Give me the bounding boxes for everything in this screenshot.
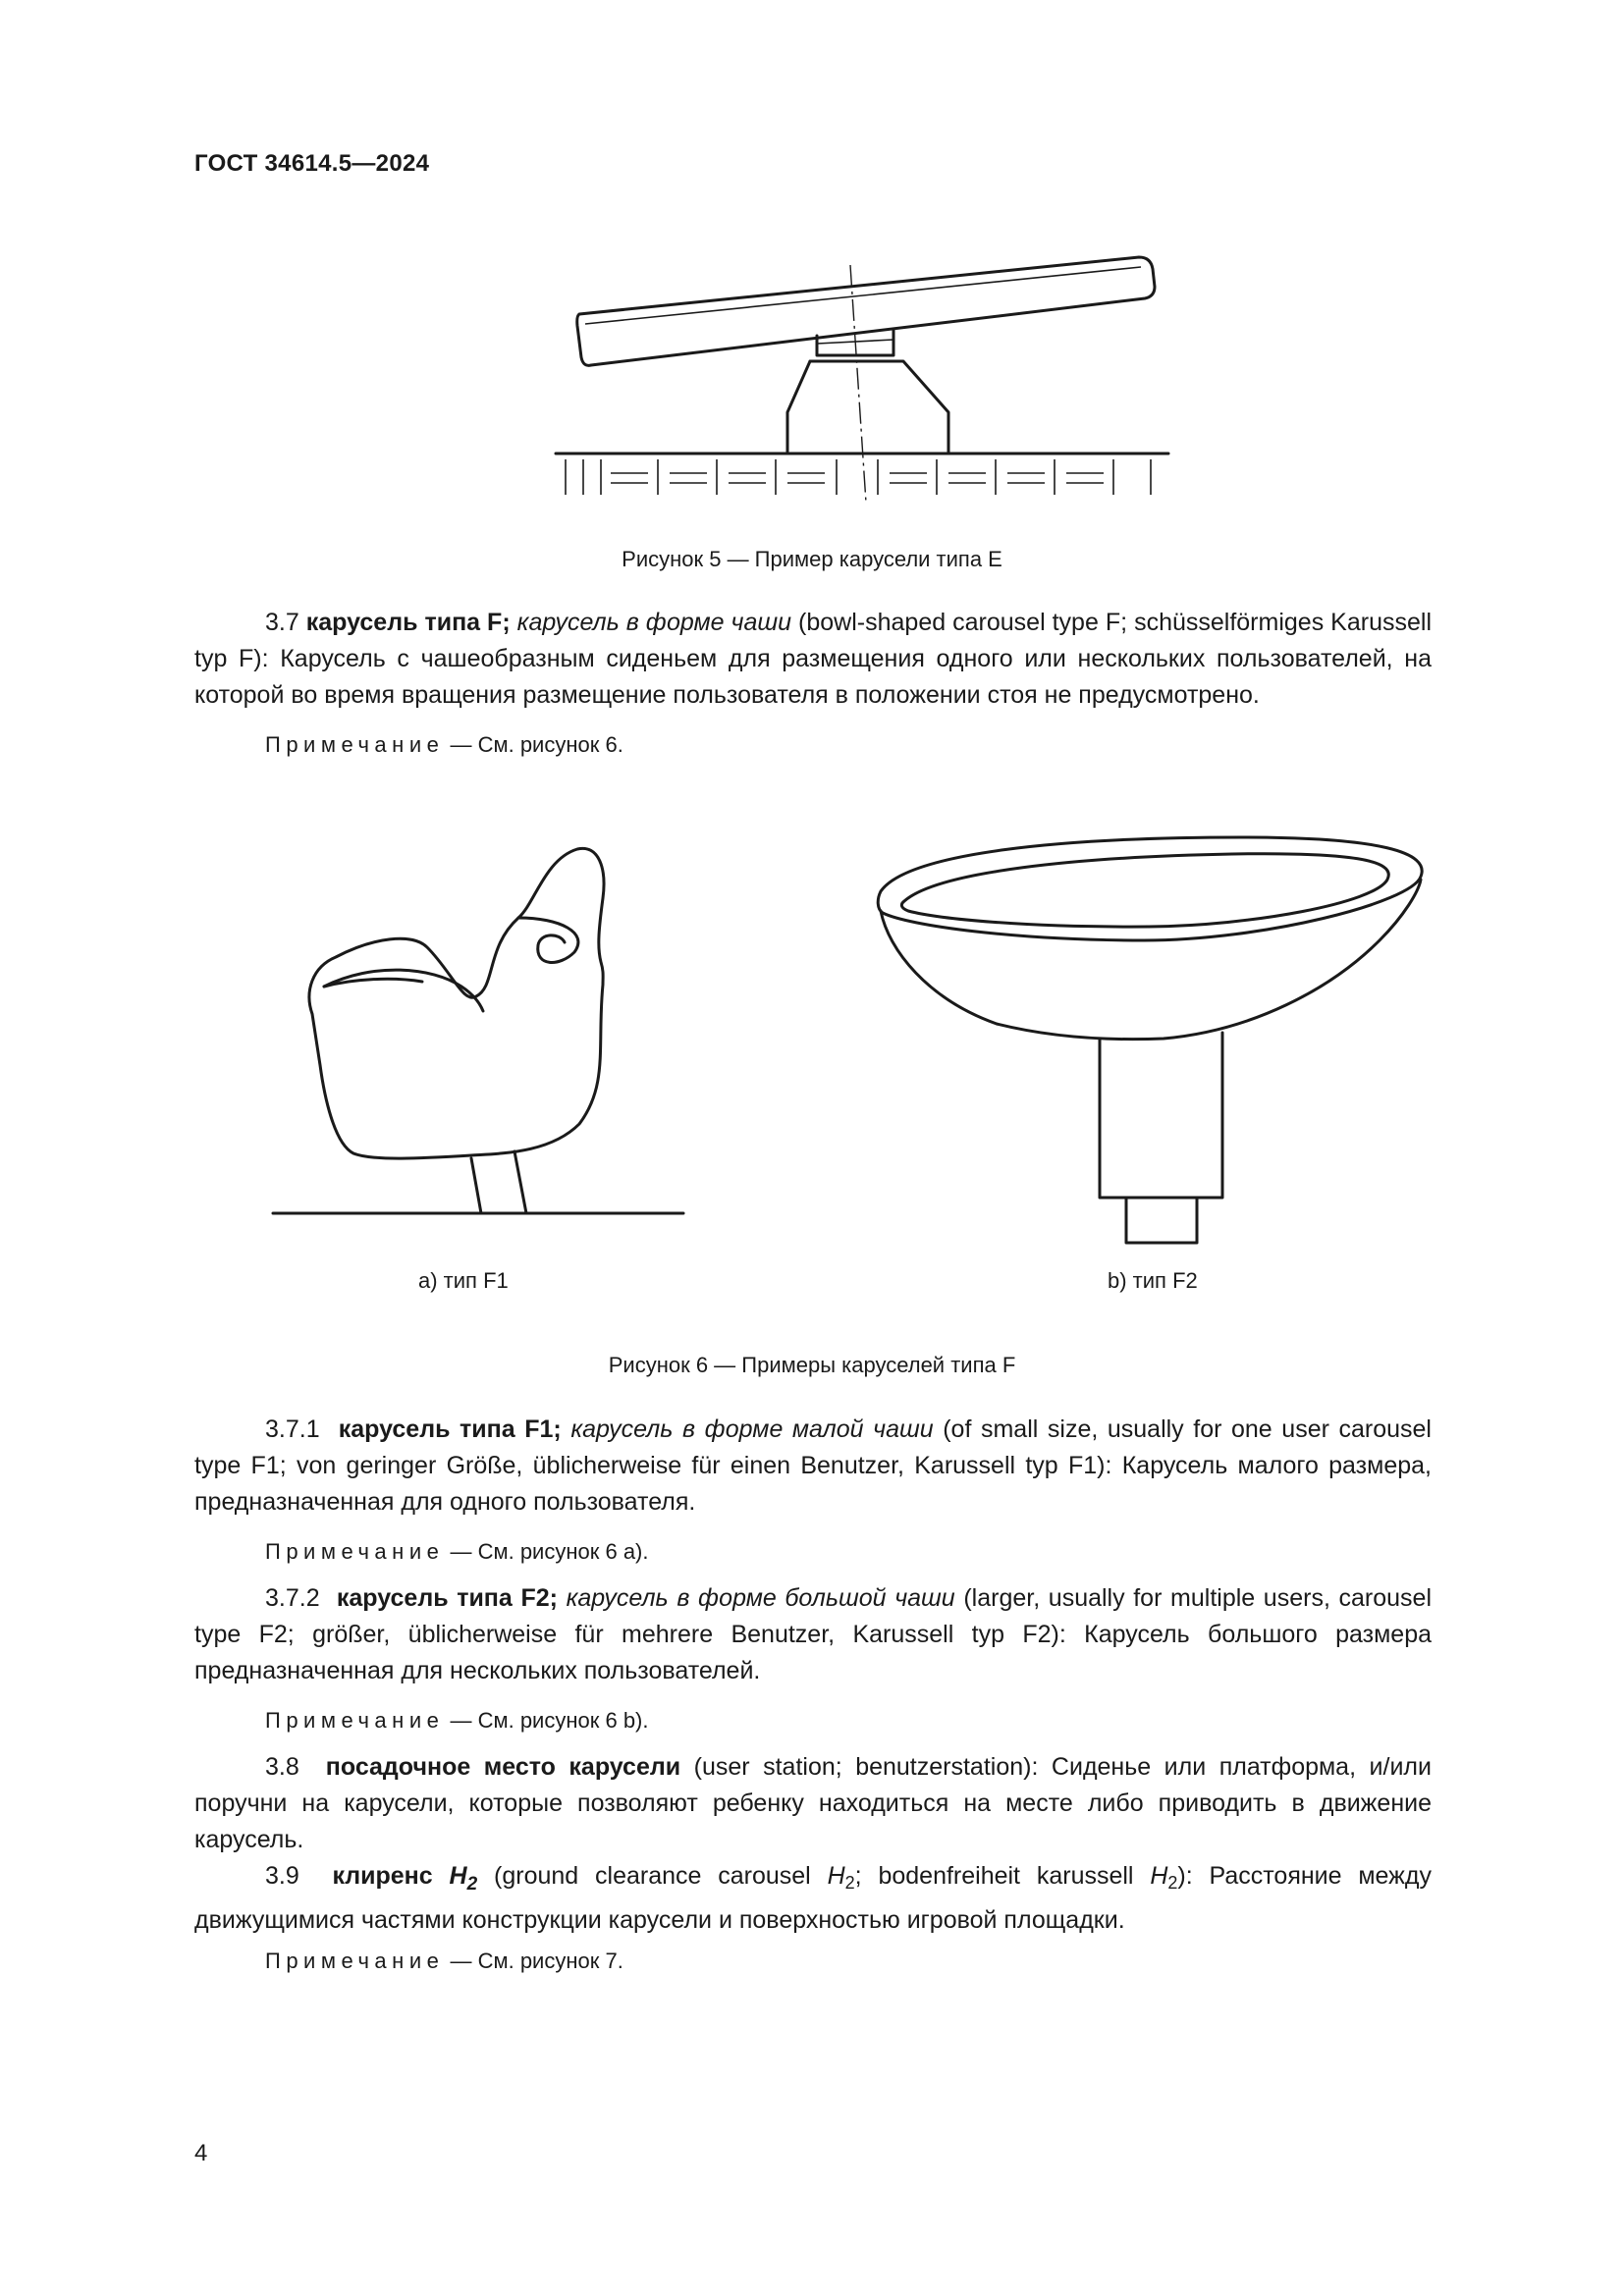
term: карусель типа F; <box>305 609 511 636</box>
clause-number: 3.7.1 <box>265 1415 320 1443</box>
symbol: H <box>449 1862 467 1890</box>
note-3-7-2 <box>265 1708 649 1734</box>
symbol: H <box>1150 1862 1168 1890</box>
note-3-7 <box>265 732 623 758</box>
note-text: — См. рисунок 6. <box>450 732 623 757</box>
term: карусель типа F1; <box>338 1415 562 1443</box>
figure-6b-label: b) тип F2 <box>1108 1268 1198 1293</box>
definition-part: ; bodenfreiheit karussell <box>854 1862 1134 1890</box>
figure-6-caption: Рисунок 6 — Примеры каруселей типа F <box>608 1353 1016 1377</box>
figure-6a-carousel-f1-drawing <box>265 839 697 1222</box>
paragraph-3-7-2 <box>194 1580 1432 1689</box>
symbol-subscript: 2 <box>466 1874 478 1895</box>
definition-part: ): Расстояние между движущимися частями конструкции карусели и поверхностью игровой площадки. <box>194 1862 1432 1934</box>
paragraph-3-7-1 <box>194 1412 1432 1521</box>
definition: (user station; benutzerstation): Сиденье или платформа, и/или поручни на карусели, которые позволяют ребенку находиться на месте либо приводить в движение карусель. <box>194 1753 1432 1853</box>
document-header: ГОСТ 34614.5—2024 <box>194 150 430 177</box>
definition: (of small size, usually for one user carousel type F1; von geringer Größe, üblicherweise für einen Benutzer, Karussell typ F1): Карусель малого размера, предназначенная для одного пользователя. <box>194 1415 1432 1516</box>
note-text: — См. рисунок 7. <box>450 1949 623 1973</box>
note-label: Примечание <box>265 1708 445 1733</box>
note-label: Примечание <box>265 732 445 757</box>
paragraph-3-7 <box>194 605 1432 714</box>
figure-5-caption: Рисунок 5 — Пример карусели типа Е <box>622 547 1002 571</box>
paragraph-3-8 <box>194 1749 1432 1858</box>
clause-number: 3.7.2 <box>265 1584 320 1612</box>
definition: (larger, usually for multiple users, carousel type F2; größer, üblicherweise für mehrere Benutzer, Karussell typ F2): Карусель большого размера предназначенная для нескольких пользователей. <box>194 1584 1433 1684</box>
note-3-7-1 <box>265 1539 649 1565</box>
figure-6b-carousel-f2-drawing <box>869 832 1438 1245</box>
page-number: 4 <box>194 2140 208 2166</box>
note-label: Примечание <box>265 1539 445 1564</box>
term: карусель типа F2; <box>336 1584 558 1612</box>
note-label: Примечание <box>265 1949 445 1973</box>
definition: (bowl-shaped carousel type F; schüsselförmiges Karussell typ F): Карусель с чашеобразным сиденьем для размещения одного или нескольких пользователей, на которой во время вращения размещение пользователя в положении стоя не предусмотрено. <box>194 609 1433 709</box>
note-text: — См. рисунок 6 а). <box>450 1539 649 1564</box>
term: посадочное место карусели <box>325 1753 681 1781</box>
note-text: — См. рисунок 6 b). <box>450 1708 649 1733</box>
term-synonym: карусель в форме большой чаши <box>566 1584 955 1612</box>
symbol: H <box>827 1862 845 1890</box>
figure-6a-label: а) тип F1 <box>418 1268 509 1293</box>
figure-5-carousel-type-e-drawing <box>550 245 1178 510</box>
term-synonym: карусель в форме чаши <box>516 609 792 636</box>
symbol-subscript: 2 <box>844 1873 855 1893</box>
definition-part: (ground clearance carousel <box>494 1862 811 1890</box>
term-synonym: карусель в форме малой чаши <box>570 1415 934 1443</box>
clause-number: 3.7 <box>265 609 299 636</box>
note-3-9 <box>265 1949 623 1974</box>
clause-number: 3.8 <box>265 1753 299 1781</box>
clause-number: 3.9 <box>265 1862 299 1890</box>
symbol-subscript: 2 <box>1167 1873 1178 1893</box>
term: клиренс <box>332 1862 433 1890</box>
paragraph-3-9 <box>194 1858 1432 1939</box>
